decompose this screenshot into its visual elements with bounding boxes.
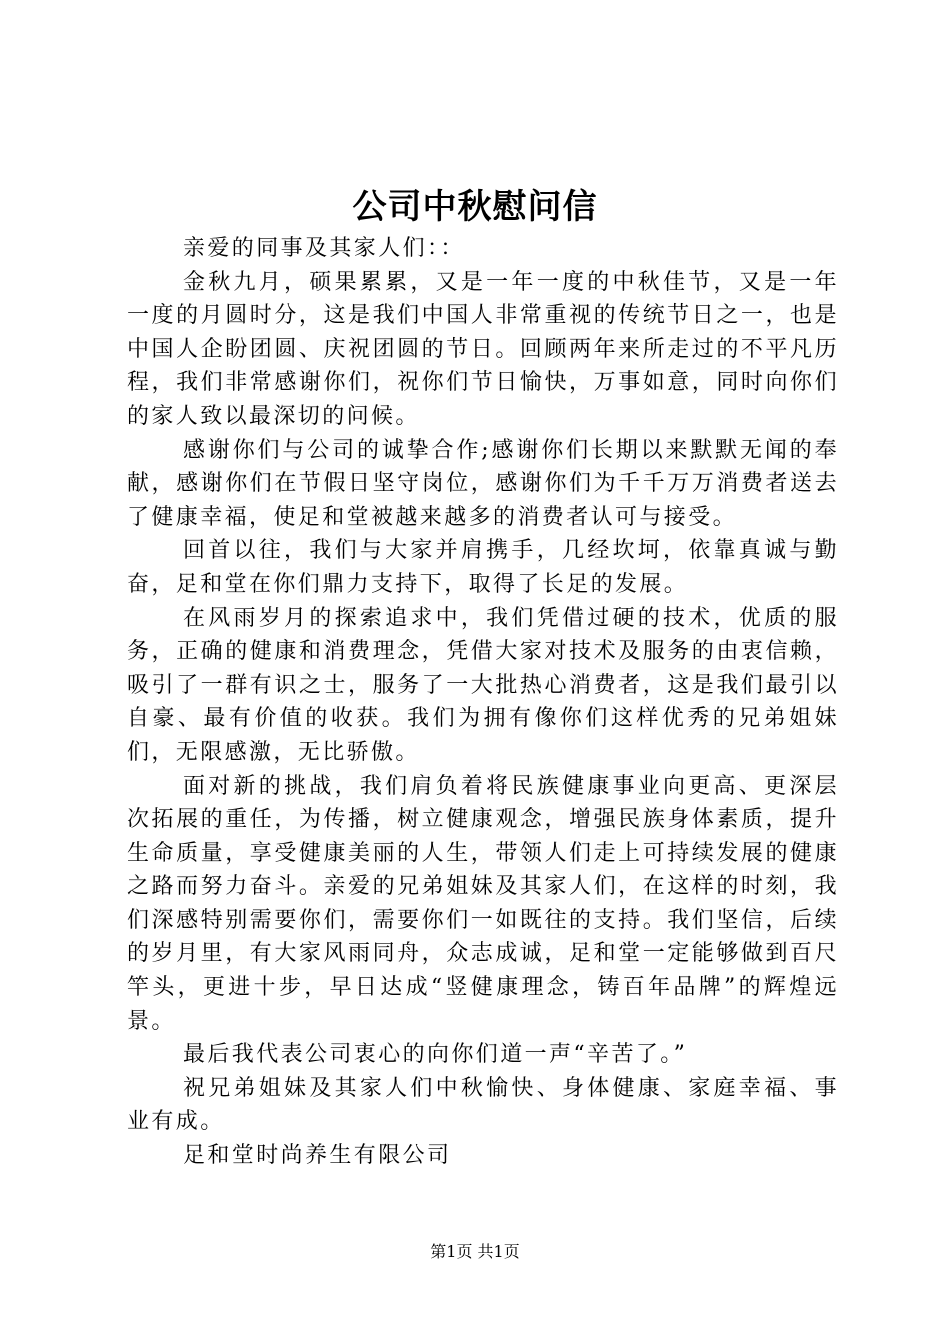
- paragraph: 金秋九月，硕果累累，又是一年一度的中秋佳节，又是一年一度的月圆时分，这是我们中国人非常重视的传统节日之一，也是中国人企盼团圆、庆祝团圆的节日。回顾两年来所走过的不平凡历程，我们非常感谢你们，祝你们节日愉快，万事如意，同时向你们的家人致以最深切的问候。: [127, 269, 839, 429]
- letter-body: [127, 232, 839, 1173]
- page-number-footer: 第1页 共1页: [430, 1242, 520, 1261]
- document-title: 公司中秋慰问信: [352, 187, 598, 227]
- paragraph: 感谢你们与公司的诚挚合作;感谢你们长期以来默默无闻的奉献，感谢你们在节假日坚守岗位，感谢你们为千千万万消费者送去了健康幸福，使足和堂被越来越多的消费者认可与接受。: [127, 437, 839, 530]
- paragraph: 在风雨岁月的探索追求中，我们凭借过硬的技术，优质的服务，正确的健康和消费理念，凭借大家对技术及服务的由衷信赖，吸引了一群有识之士，服务了一大批热心消费者，这是我们最引以自豪、最有价值的收获。我们为拥有像你们这样优秀的兄弟姐妹们，无限感激，无比骄傲。: [127, 605, 839, 765]
- paragraph: 回首以往，我们与大家并肩携手，几经坎坷，依靠真诚与勤奋，足和堂在你们鼎力支持下，取得了长足的发展。: [127, 538, 839, 597]
- paragraph: 面对新的挑战，我们肩负着将民族健康事业向更高、更深层次拓展的重任，为传播，树立健康观念，增强民族身体素质，提升生命质量，享受健康美丽的人生，带领人们走上可持续发展的健康之路而努力奋斗。亲爱的兄弟姐妹及其家人们，在这样的时刻，我们深感特别需要你们，需要你们一如既往的支持。我们坚信，后续的岁月里，有大家风雨同舟，众志成诚，足和堂一定能够做到百尺竿头，更进十步，早日达成“竖健康理念，铸百年品牌”的辉煌远景。: [127, 773, 839, 1034]
- signature: 足和堂时尚养生有限公司: [183, 1143, 452, 1169]
- paragraph: 祝兄弟姐妹及其家人们中秋愉快、身体健康、家庭幸福、事业有成。: [127, 1075, 839, 1135]
- salutation: 亲爱的同事及其家人们：：: [183, 236, 465, 261]
- paragraph: 最后我代表公司衷心的向你们道一声“辛苦了。”: [183, 1042, 688, 1068]
